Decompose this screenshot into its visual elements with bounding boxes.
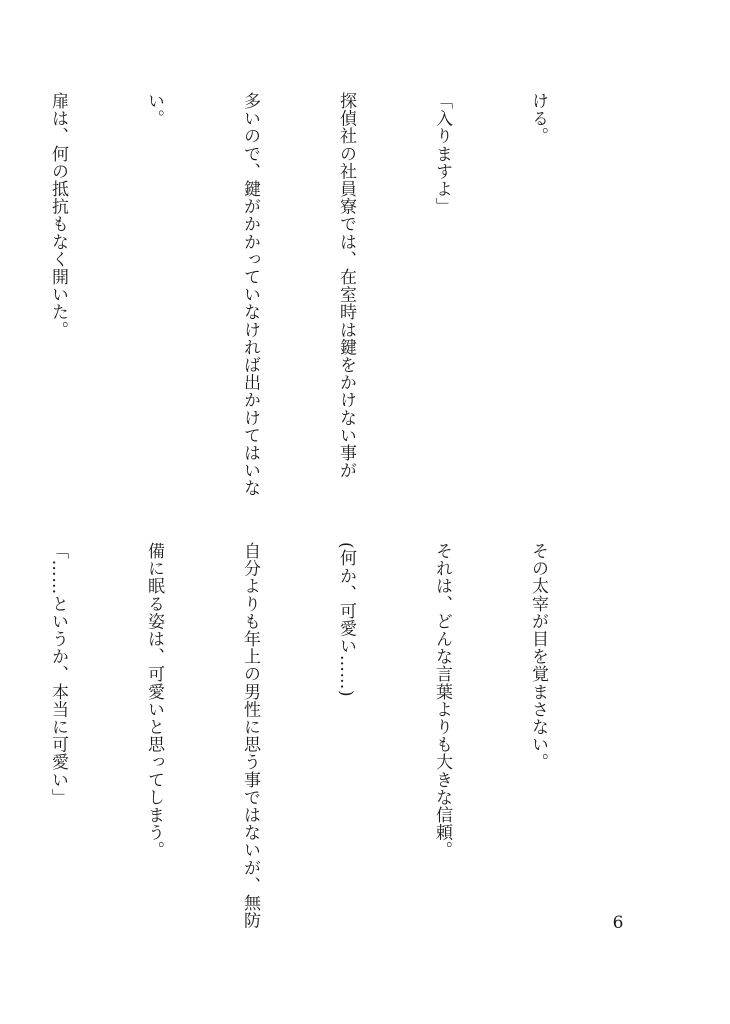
text-line: ける。 (528, 92, 548, 145)
upper-text-block (0, 92, 618, 497)
text-line: その太宰が目を覚まさない。 (528, 542, 548, 771)
text-line: い。 (144, 92, 164, 128)
text-line: 自分よりも年上の男性に思う事ではないが、無防 (240, 542, 260, 930)
text-line: 扉は、何の抵抗もなく開いた。 (48, 92, 68, 339)
text-line: (何か、可愛い……) (336, 542, 356, 698)
text-line: それは、どんな言葉よりも大きな信頼。 (432, 542, 452, 859)
lower-text-block (0, 542, 618, 942)
text-line: 探偵社の社員寮では、在室時は鍵をかけない事が (336, 92, 356, 480)
page-number: 6 (612, 913, 624, 933)
text-line: 「……というか、本当に可愛い」 (48, 542, 68, 806)
text-line: 備に眠る姿は、可愛いと思ってしまう。 (144, 542, 164, 859)
text-line: 「入りますよ」 (432, 92, 452, 216)
text-line: 多いので、鍵がかかっていなければ出かけてはいな (240, 92, 260, 497)
